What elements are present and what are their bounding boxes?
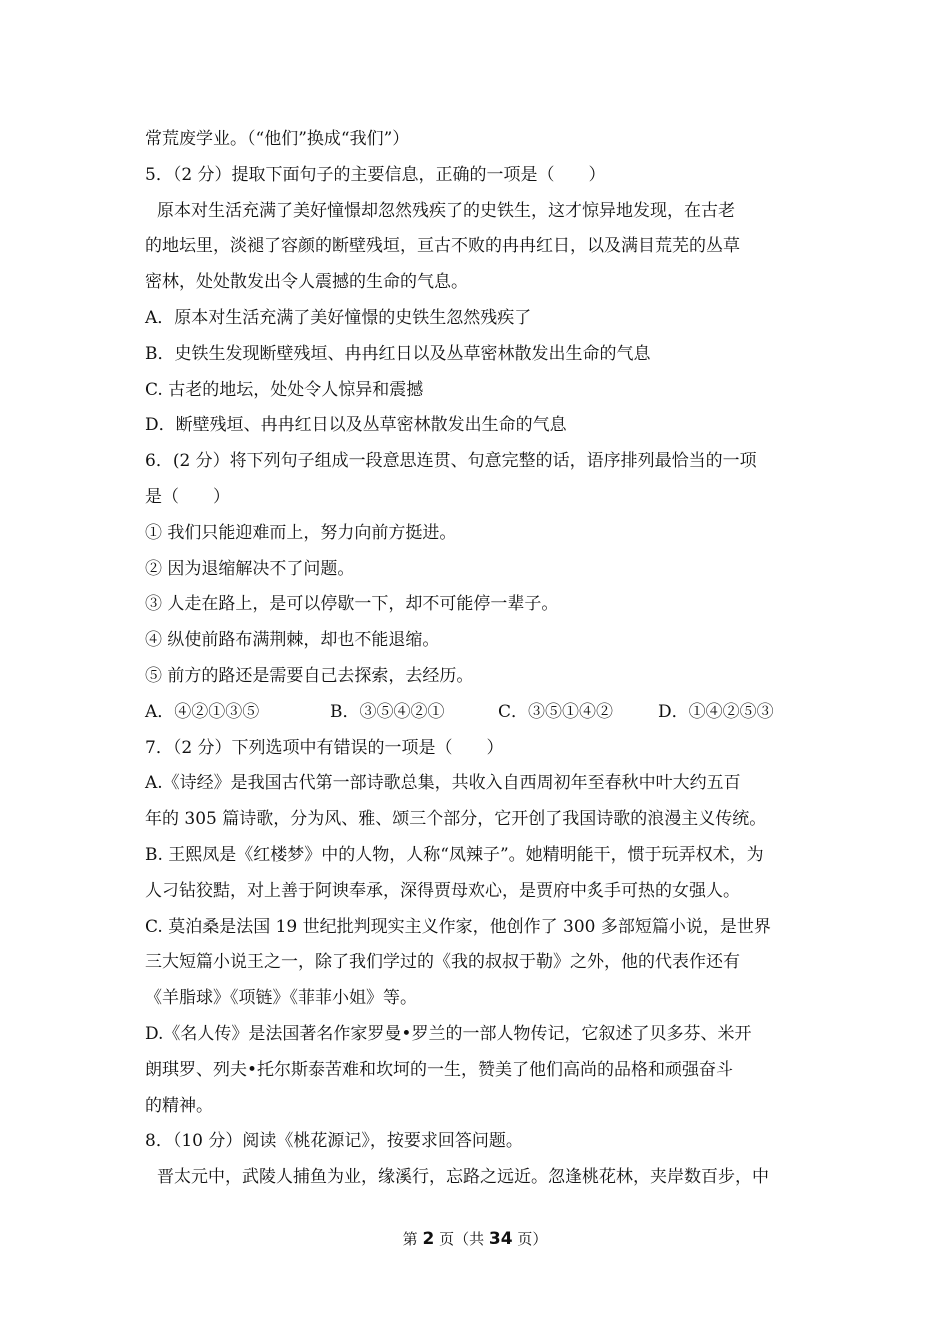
option-b: B．③⑤④②① xyxy=(330,701,445,722)
option-b-cont: 人刁钻狡黠，对上善于阿谀奉承，深得贾母欢心，是贾府中炙手可热的女强人。 xyxy=(145,880,740,901)
option-c: C. 莫泊桑是法国 19 世纪批判现实主义作家，他创作了 300 多部短篇小说，是世界 xyxy=(145,916,771,937)
option-a: A.《诗经》是我国古代第一部诗歌总集，共收入自西周初年至春秋中叶大约五百 xyxy=(145,773,741,794)
question-6-stem: 6．(2 分）将下列句子组成一段意思连贯、句意完整的话，语序排列最恰当的一项 xyxy=(145,451,757,472)
question-5-stem: 5．（2 分）提取下面句子的主要信息，正确的一项是（ ） xyxy=(145,164,606,185)
passage-line: 晋太元中，武陵人捕鱼为业，缘溪行，忘路之远近。忽逢桃花林，夹岸数百步，中 xyxy=(157,1167,769,1188)
option-d: D.《名人传》是法国著名作家罗曼•罗兰的一部人物传记，它叙述了贝多芬、米开 xyxy=(145,1023,752,1044)
question-6-stem-cont: 是（ ） xyxy=(145,486,230,507)
option-b: B. 王熙凤是《红楼梦》中的人物，人称“凤辣子”。她精明能干，惯于玩弄权术，为 xyxy=(145,844,764,865)
option-c: C. 古老的地坛，处处令人惊异和震撼 xyxy=(145,379,424,400)
total-pages: 34 xyxy=(488,1229,513,1249)
question-6-options xyxy=(145,695,815,731)
page-content xyxy=(145,122,815,1196)
option-c: C．③⑤①④② xyxy=(498,701,614,722)
question-8-stem: 8．（10 分）阅读《桃花源记》，按要求回答问题。 xyxy=(145,1131,523,1152)
sentence-1: ① 我们只能迎难而上，努力向前方挺进。 xyxy=(145,522,457,543)
text-line: 常荒废学业。（“他们”换成“我们”） xyxy=(145,129,410,149)
option-c-cont: 《羊脂球》《项链》《菲菲小姐》等。 xyxy=(145,988,417,1009)
sentence-5: ⑤ 前方的路还是需要自己去探索，去经历。 xyxy=(145,665,474,686)
passage-line: 密林，处处散发出令人震撼的生命的气息。 xyxy=(145,272,468,293)
passage-line: 原本对生活充满了美好憧憬却忽然残疾了的史铁生，这才惊异地发现，在古老 xyxy=(157,200,735,221)
footer-middle: 页（共 xyxy=(439,1230,485,1248)
footer-suffix: 页） xyxy=(517,1230,548,1248)
page-number: 2 xyxy=(422,1229,435,1249)
option-d-cont: 的精神。 xyxy=(145,1095,213,1116)
page-footer xyxy=(0,1228,950,1249)
option-d: D．①④②⑤③ xyxy=(658,701,774,722)
option-a: A．原本对生活充满了美好憧憬的史铁生忽然残疾了 xyxy=(145,307,532,328)
option-b: B．史铁生发现断壁残垣、冉冉红日以及丛草密林散发出生命的气息 xyxy=(145,343,651,364)
question-7-stem: 7．（2 分）下列选项中有错误的一项是（ ） xyxy=(145,737,504,758)
option-d-cont: 朗琪罗、列夫•托尔斯泰苦难和坎坷的一生，赞美了他们高尚的品格和顽强奋斗 xyxy=(145,1059,734,1080)
passage-line: 的地坛里，淡褪了容颜的断壁残垣，亘古不败的冉冉红日，以及满目荒芜的丛草 xyxy=(145,236,740,257)
option-a: A．④②①③⑤ xyxy=(145,701,260,722)
sentence-4: ④ 纵使前路布满荆棘，却也不能退缩。 xyxy=(145,630,440,651)
footer-prefix: 第 xyxy=(402,1230,418,1248)
option-c-cont: 三大短篇小说王之一，除了我们学过的《我的叔叔于勒》之外，他的代表作还有 xyxy=(145,952,740,973)
sentence-2: ② 因为退缩解决不了问题。 xyxy=(145,558,355,579)
option-d: D．断壁残垣、冉冉红日以及丛草密林散发出生命的气息 xyxy=(145,415,567,436)
sentence-3: ③ 人走在路上，是可以停歇一下，却不可能停一辈子。 xyxy=(145,594,559,615)
option-a-cont: 年的 305 篇诗歌，分为风、雅、颂三个部分，它开创了我国诗歌的浪漫主义传统。 xyxy=(145,809,767,830)
